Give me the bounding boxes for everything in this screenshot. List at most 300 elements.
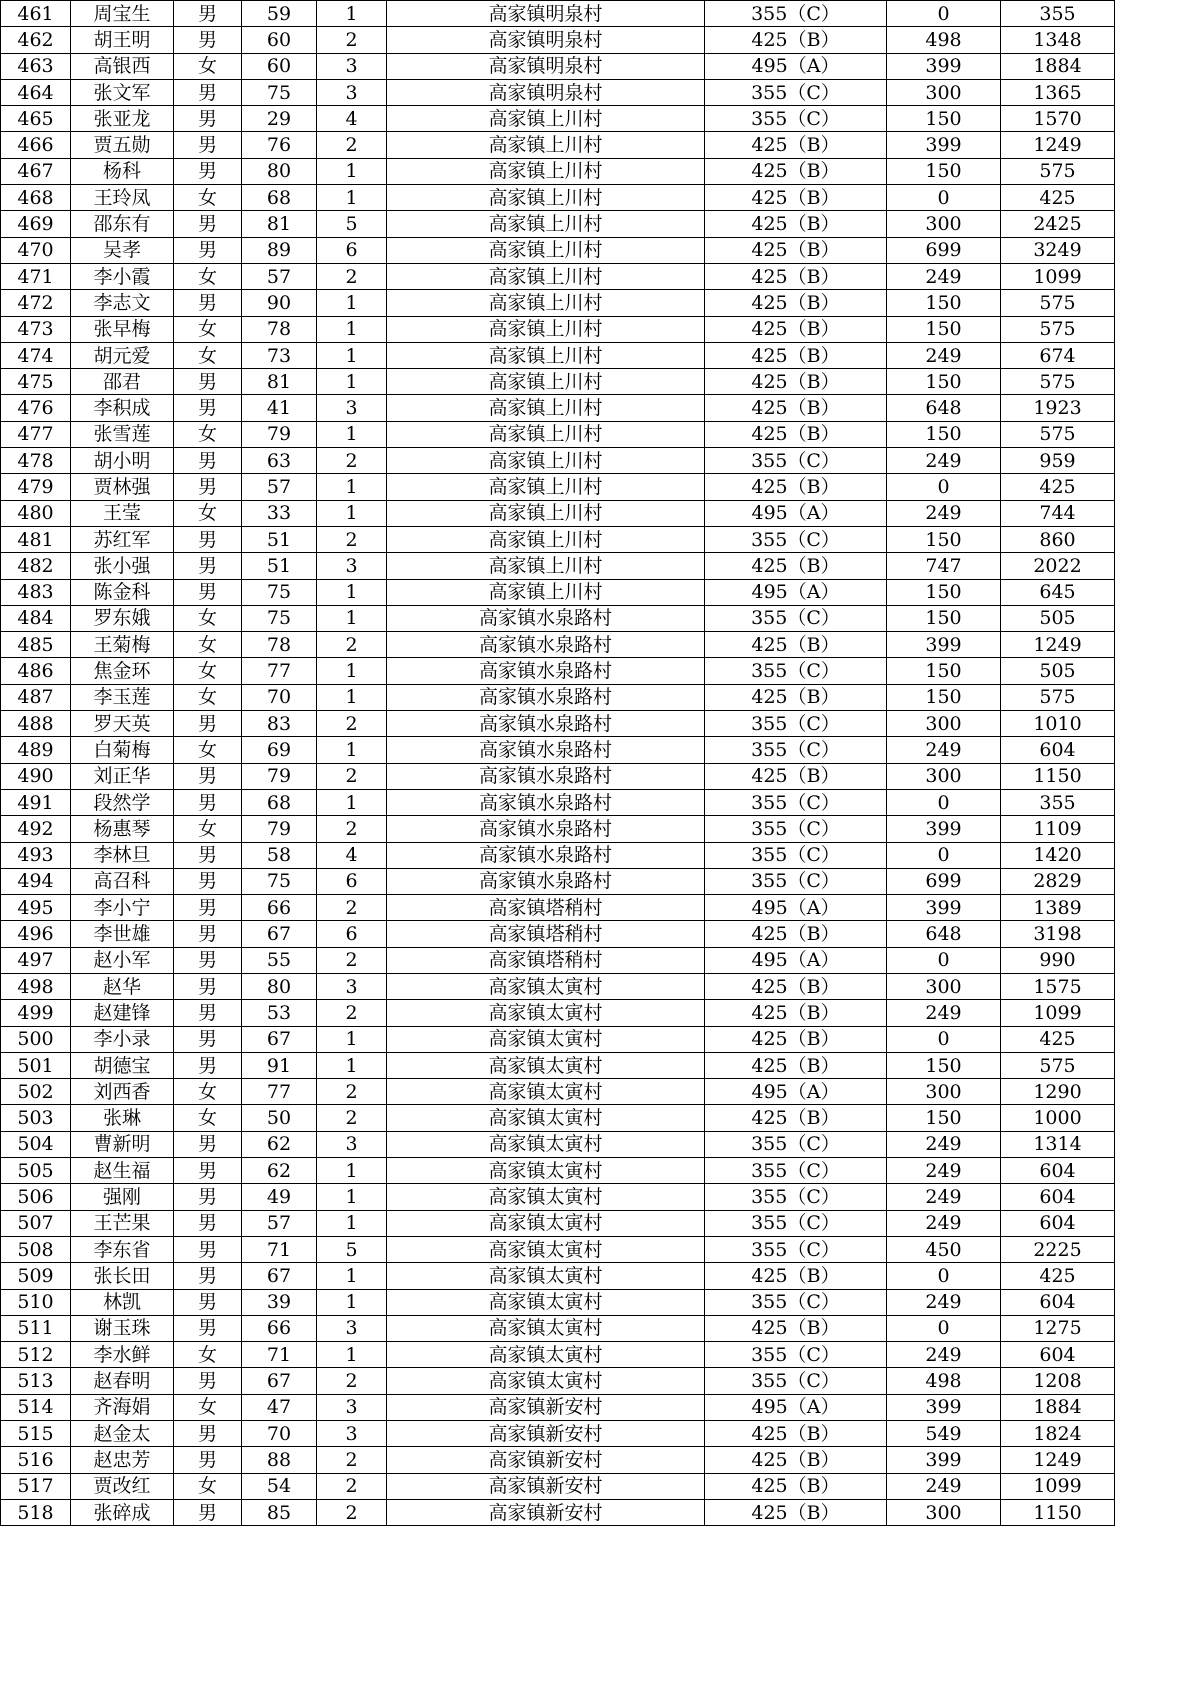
cell-address: 高家镇水泉路村: [387, 711, 705, 737]
cell-row-number: 469: [1, 211, 71, 237]
cell-household-size: 2: [317, 1079, 387, 1105]
cell-address: 高家镇太寅村: [387, 1026, 705, 1052]
cell-name: 李水鲜: [71, 1342, 174, 1368]
cell-gender: 女: [174, 1105, 242, 1131]
cell-household-size: 2: [317, 1000, 387, 1026]
cell-household-size: 2: [317, 1473, 387, 1499]
cell-address: 高家镇上川村: [387, 158, 705, 184]
cell-age: 79: [242, 816, 317, 842]
cell-age: 68: [242, 185, 317, 211]
cell-name: 王玲凤: [71, 185, 174, 211]
cell-household-size: 3: [317, 1131, 387, 1157]
cell-standard: 425（B）: [705, 684, 887, 710]
cell-address: 高家镇明泉村: [387, 53, 705, 79]
cell-gender: 男: [174, 763, 242, 789]
cell-standard: 355（C）: [705, 868, 887, 894]
cell-gender: 男: [174, 1289, 242, 1315]
cell-total: 575: [1001, 1052, 1115, 1078]
cell-household-size: 2: [317, 763, 387, 789]
cell-name: 赵生福: [71, 1158, 174, 1184]
cell-gender: 男: [174, 369, 242, 395]
cell-age: 76: [242, 132, 317, 158]
cell-address: 高家镇新安村: [387, 1421, 705, 1447]
cell-age: 78: [242, 632, 317, 658]
cell-standard: 355（C）: [705, 526, 887, 552]
cell-address: 高家镇上川村: [387, 185, 705, 211]
cell-standard: 425（B）: [705, 342, 887, 368]
cell-name: 李林旦: [71, 842, 174, 868]
cell-total: 425: [1001, 1026, 1115, 1052]
cell-name: 贾林强: [71, 474, 174, 500]
cell-household-size: 1: [317, 342, 387, 368]
cell-total: 2225: [1001, 1236, 1115, 1262]
cell-total: 2022: [1001, 553, 1115, 579]
cell-gender: 男: [174, 868, 242, 894]
cell-total: 1824: [1001, 1421, 1115, 1447]
table-row: [1, 158, 1115, 184]
cell-household-size: 6: [317, 237, 387, 263]
cell-address: 高家镇太寅村: [387, 1315, 705, 1341]
cell-row-number: 495: [1, 895, 71, 921]
cell-subsidy: 150: [887, 290, 1001, 316]
cell-name: 张早梅: [71, 316, 174, 342]
cell-household-size: 3: [317, 53, 387, 79]
cell-household-size: 1: [317, 158, 387, 184]
cell-name: 高召科: [71, 868, 174, 894]
table-row: [1, 553, 1115, 579]
cell-total: 1314: [1001, 1131, 1115, 1157]
cell-total: 575: [1001, 684, 1115, 710]
cell-standard: 355（C）: [705, 842, 887, 868]
cell-age: 67: [242, 1026, 317, 1052]
cell-subsidy: 300: [887, 1079, 1001, 1105]
cell-name: 胡王明: [71, 27, 174, 53]
cell-age: 79: [242, 763, 317, 789]
cell-total: 575: [1001, 421, 1115, 447]
cell-household-size: 1: [317, 1052, 387, 1078]
cell-address: 高家镇上川村: [387, 474, 705, 500]
table-row: [1, 658, 1115, 684]
cell-address: 高家镇水泉路村: [387, 763, 705, 789]
cell-standard: 425（B）: [705, 1499, 887, 1525]
cell-subsidy: 549: [887, 1421, 1001, 1447]
cell-household-size: 1: [317, 1210, 387, 1236]
cell-age: 89: [242, 237, 317, 263]
cell-row-number: 493: [1, 842, 71, 868]
cell-address: 高家镇太寅村: [387, 1236, 705, 1262]
cell-gender: 男: [174, 474, 242, 500]
cell-standard: 425（B）: [705, 290, 887, 316]
cell-standard: 355（C）: [705, 1131, 887, 1157]
cell-address: 高家镇上川村: [387, 421, 705, 447]
cell-household-size: 1: [317, 1158, 387, 1184]
cell-address: 高家镇水泉路村: [387, 605, 705, 631]
table-row: [1, 237, 1115, 263]
cell-standard: 425（B）: [705, 158, 887, 184]
cell-name: 林凯: [71, 1289, 174, 1315]
cell-household-size: 2: [317, 27, 387, 53]
cell-standard: 355（C）: [705, 1289, 887, 1315]
cell-name: 李小录: [71, 1026, 174, 1052]
cell-total: 1575: [1001, 973, 1115, 999]
table-row: [1, 132, 1115, 158]
cell-address: 高家镇上川村: [387, 553, 705, 579]
table-row: [1, 1394, 1115, 1420]
cell-address: 高家镇水泉路村: [387, 684, 705, 710]
cell-name: 张小强: [71, 553, 174, 579]
cell-household-size: 2: [317, 711, 387, 737]
cell-age: 67: [242, 921, 317, 947]
cell-age: 70: [242, 1421, 317, 1447]
cell-row-number: 513: [1, 1368, 71, 1394]
cell-subsidy: 150: [887, 605, 1001, 631]
cell-row-number: 477: [1, 421, 71, 447]
table-row: [1, 921, 1115, 947]
cell-age: 77: [242, 658, 317, 684]
cell-total: 990: [1001, 947, 1115, 973]
cell-standard: 425（B）: [705, 1105, 887, 1131]
cell-address: 高家镇上川村: [387, 369, 705, 395]
cell-name: 赵春明: [71, 1368, 174, 1394]
cell-name: 王莹: [71, 500, 174, 526]
cell-name: 李玉莲: [71, 684, 174, 710]
cell-total: 1099: [1001, 1473, 1115, 1499]
cell-total: 505: [1001, 605, 1115, 631]
cell-age: 91: [242, 1052, 317, 1078]
cell-total: 860: [1001, 526, 1115, 552]
cell-address: 高家镇太寅村: [387, 1263, 705, 1289]
cell-total: 575: [1001, 290, 1115, 316]
cell-address: 高家镇上川村: [387, 237, 705, 263]
cell-subsidy: 300: [887, 1499, 1001, 1525]
cell-gender: 女: [174, 1394, 242, 1420]
cell-gender: 男: [174, 27, 242, 53]
table-row: [1, 711, 1115, 737]
cell-standard: 355（C）: [705, 605, 887, 631]
cell-household-size: 2: [317, 947, 387, 973]
cell-name: 杨惠琴: [71, 816, 174, 842]
cell-row-number: 498: [1, 973, 71, 999]
cell-total: 1010: [1001, 711, 1115, 737]
roster-body: [1, 1, 1115, 1526]
cell-name: 刘正华: [71, 763, 174, 789]
cell-total: 425: [1001, 185, 1115, 211]
cell-subsidy: 0: [887, 185, 1001, 211]
cell-row-number: 496: [1, 921, 71, 947]
cell-address: 高家镇上川村: [387, 290, 705, 316]
cell-age: 81: [242, 211, 317, 237]
cell-subsidy: 450: [887, 1236, 1001, 1262]
cell-address: 高家镇太寅村: [387, 1000, 705, 1026]
cell-subsidy: 249: [887, 263, 1001, 289]
cell-standard: 355（C）: [705, 1368, 887, 1394]
cell-gender: 男: [174, 1000, 242, 1026]
cell-total: 1420: [1001, 842, 1115, 868]
cell-standard: 495（A）: [705, 1079, 887, 1105]
cell-standard: 425（B）: [705, 237, 887, 263]
table-row: [1, 53, 1115, 79]
cell-standard: 355（C）: [705, 1210, 887, 1236]
cell-row-number: 511: [1, 1315, 71, 1341]
cell-gender: 女: [174, 185, 242, 211]
table-row: [1, 1315, 1115, 1341]
cell-address: 高家镇新安村: [387, 1447, 705, 1473]
cell-subsidy: 399: [887, 895, 1001, 921]
cell-gender: 女: [174, 342, 242, 368]
cell-name: 李世雄: [71, 921, 174, 947]
cell-age: 68: [242, 789, 317, 815]
table-row: [1, 1000, 1115, 1026]
cell-address: 高家镇上川村: [387, 316, 705, 342]
cell-age: 80: [242, 158, 317, 184]
cell-age: 67: [242, 1368, 317, 1394]
cell-standard: 495（A）: [705, 579, 887, 605]
cell-name: 张碎成: [71, 1499, 174, 1525]
cell-row-number: 485: [1, 632, 71, 658]
cell-age: 60: [242, 53, 317, 79]
cell-address: 高家镇明泉村: [387, 1, 705, 27]
cell-total: 1275: [1001, 1315, 1115, 1341]
cell-total: 604: [1001, 1289, 1115, 1315]
cell-name: 强刚: [71, 1184, 174, 1210]
cell-standard: 355（C）: [705, 1236, 887, 1262]
table-row: [1, 868, 1115, 894]
cell-age: 41: [242, 395, 317, 421]
cell-age: 78: [242, 316, 317, 342]
cell-total: 604: [1001, 1342, 1115, 1368]
cell-standard: 425（B）: [705, 1315, 887, 1341]
table-row: [1, 763, 1115, 789]
cell-subsidy: 699: [887, 868, 1001, 894]
table-row: [1, 342, 1115, 368]
table-row: [1, 211, 1115, 237]
cell-subsidy: 150: [887, 158, 1001, 184]
cell-standard: 355（C）: [705, 1342, 887, 1368]
table-row: [1, 895, 1115, 921]
cell-name: 张雪莲: [71, 421, 174, 447]
cell-standard: 425（B）: [705, 1447, 887, 1473]
cell-total: 2425: [1001, 211, 1115, 237]
cell-address: 高家镇太寅村: [387, 1289, 705, 1315]
cell-row-number: 492: [1, 816, 71, 842]
cell-gender: 女: [174, 737, 242, 763]
cell-gender: 女: [174, 1079, 242, 1105]
table-row: [1, 789, 1115, 815]
cell-total: 1150: [1001, 763, 1115, 789]
cell-household-size: 2: [317, 132, 387, 158]
cell-gender: 男: [174, 711, 242, 737]
table-row: [1, 395, 1115, 421]
cell-standard: 355（C）: [705, 658, 887, 684]
cell-total: 1348: [1001, 27, 1115, 53]
cell-gender: 女: [174, 816, 242, 842]
cell-address: 高家镇上川村: [387, 263, 705, 289]
cell-row-number: 484: [1, 605, 71, 631]
cell-row-number: 494: [1, 868, 71, 894]
table-row: [1, 1499, 1115, 1525]
cell-subsidy: 150: [887, 658, 1001, 684]
cell-subsidy: 300: [887, 79, 1001, 105]
cell-row-number: 464: [1, 79, 71, 105]
table-row: [1, 973, 1115, 999]
cell-household-size: 1: [317, 789, 387, 815]
cell-standard: 425（B）: [705, 921, 887, 947]
cell-subsidy: 699: [887, 237, 1001, 263]
cell-row-number: 474: [1, 342, 71, 368]
cell-gender: 男: [174, 1131, 242, 1157]
cell-address: 高家镇太寅村: [387, 1342, 705, 1368]
table-row: [1, 947, 1115, 973]
cell-row-number: 470: [1, 237, 71, 263]
table-row: [1, 185, 1115, 211]
cell-row-number: 481: [1, 526, 71, 552]
cell-total: 355: [1001, 1, 1115, 27]
cell-subsidy: 249: [887, 1158, 1001, 1184]
cell-subsidy: 150: [887, 369, 1001, 395]
cell-household-size: 3: [317, 395, 387, 421]
cell-age: 75: [242, 868, 317, 894]
cell-name: 白菊梅: [71, 737, 174, 763]
table-row: [1, 1131, 1115, 1157]
cell-age: 55: [242, 947, 317, 973]
table-row: [1, 1052, 1115, 1078]
cell-row-number: 509: [1, 1263, 71, 1289]
cell-gender: 男: [174, 1210, 242, 1236]
cell-household-size: 5: [317, 211, 387, 237]
cell-gender: 女: [174, 263, 242, 289]
cell-household-size: 1: [317, 737, 387, 763]
cell-total: 604: [1001, 1158, 1115, 1184]
cell-gender: 男: [174, 395, 242, 421]
cell-household-size: 1: [317, 605, 387, 631]
cell-row-number: 516: [1, 1447, 71, 1473]
table-row: [1, 474, 1115, 500]
cell-address: 高家镇上川村: [387, 500, 705, 526]
cell-row-number: 467: [1, 158, 71, 184]
cell-row-number: 505: [1, 1158, 71, 1184]
cell-household-size: 1: [317, 369, 387, 395]
cell-age: 63: [242, 448, 317, 474]
cell-subsidy: 498: [887, 27, 1001, 53]
cell-standard: 425（B）: [705, 474, 887, 500]
cell-subsidy: 0: [887, 1026, 1001, 1052]
cell-gender: 男: [174, 1236, 242, 1262]
cell-total: 604: [1001, 737, 1115, 763]
cell-standard: 355（C）: [705, 1158, 887, 1184]
cell-total: 1923: [1001, 395, 1115, 421]
cell-subsidy: 300: [887, 973, 1001, 999]
cell-gender: 男: [174, 1447, 242, 1473]
cell-subsidy: 249: [887, 1342, 1001, 1368]
cell-gender: 男: [174, 79, 242, 105]
cell-standard: 425（B）: [705, 1026, 887, 1052]
table-row: [1, 1368, 1115, 1394]
cell-row-number: 488: [1, 711, 71, 737]
cell-row-number: 480: [1, 500, 71, 526]
cell-subsidy: 300: [887, 711, 1001, 737]
cell-row-number: 476: [1, 395, 71, 421]
cell-gender: 女: [174, 500, 242, 526]
cell-total: 604: [1001, 1210, 1115, 1236]
cell-address: 高家镇太寅村: [387, 973, 705, 999]
cell-total: 425: [1001, 1263, 1115, 1289]
cell-row-number: 461: [1, 1, 71, 27]
cell-household-size: 1: [317, 1026, 387, 1052]
cell-standard: 425（B）: [705, 27, 887, 53]
cell-row-number: 500: [1, 1026, 71, 1052]
cell-name: 谢玉珠: [71, 1315, 174, 1341]
cell-name: 齐海娟: [71, 1394, 174, 1420]
cell-total: 1099: [1001, 1000, 1115, 1026]
cell-name: 张琳: [71, 1105, 174, 1131]
table-row: [1, 1421, 1115, 1447]
cell-gender: 男: [174, 237, 242, 263]
cell-address: 高家镇水泉路村: [387, 632, 705, 658]
cell-household-size: 3: [317, 973, 387, 999]
cell-name: 罗天英: [71, 711, 174, 737]
cell-address: 高家镇太寅村: [387, 1210, 705, 1236]
cell-subsidy: 399: [887, 632, 1001, 658]
cell-subsidy: 249: [887, 342, 1001, 368]
cell-gender: 男: [174, 211, 242, 237]
cell-standard: 425（B）: [705, 1052, 887, 1078]
cell-name: 邵东有: [71, 211, 174, 237]
cell-name: 赵建锋: [71, 1000, 174, 1026]
cell-gender: 男: [174, 973, 242, 999]
cell-address: 高家镇上川村: [387, 211, 705, 237]
cell-age: 33: [242, 500, 317, 526]
cell-standard: 425（B）: [705, 1473, 887, 1499]
cell-address: 高家镇太寅村: [387, 1052, 705, 1078]
cell-subsidy: 498: [887, 1368, 1001, 1394]
cell-household-size: 2: [317, 1105, 387, 1131]
cell-household-size: 2: [317, 448, 387, 474]
cell-standard: 355（C）: [705, 816, 887, 842]
cell-standard: 425（B）: [705, 395, 887, 421]
cell-age: 59: [242, 1, 317, 27]
cell-address: 高家镇新安村: [387, 1394, 705, 1420]
cell-total: 1249: [1001, 1447, 1115, 1473]
cell-name: 胡元爱: [71, 342, 174, 368]
cell-age: 77: [242, 1079, 317, 1105]
cell-name: 段然学: [71, 789, 174, 815]
cell-standard: 425（B）: [705, 973, 887, 999]
cell-row-number: 506: [1, 1184, 71, 1210]
cell-household-size: 3: [317, 1421, 387, 1447]
cell-standard: 495（A）: [705, 947, 887, 973]
cell-household-size: 1: [317, 658, 387, 684]
cell-subsidy: 747: [887, 553, 1001, 579]
cell-row-number: 471: [1, 263, 71, 289]
table-row: [1, 263, 1115, 289]
table-row: [1, 1, 1115, 27]
table-row: [1, 1158, 1115, 1184]
cell-gender: 男: [174, 842, 242, 868]
cell-age: 47: [242, 1394, 317, 1420]
cell-address: 高家镇水泉路村: [387, 737, 705, 763]
cell-name: 赵金太: [71, 1421, 174, 1447]
cell-age: 85: [242, 1499, 317, 1525]
cell-address: 高家镇上川村: [387, 395, 705, 421]
cell-age: 67: [242, 1263, 317, 1289]
cell-row-number: 463: [1, 53, 71, 79]
cell-subsidy: 249: [887, 448, 1001, 474]
cell-gender: 女: [174, 605, 242, 631]
cell-row-number: 475: [1, 369, 71, 395]
cell-subsidy: 249: [887, 1131, 1001, 1157]
cell-household-size: 1: [317, 316, 387, 342]
cell-age: 75: [242, 79, 317, 105]
